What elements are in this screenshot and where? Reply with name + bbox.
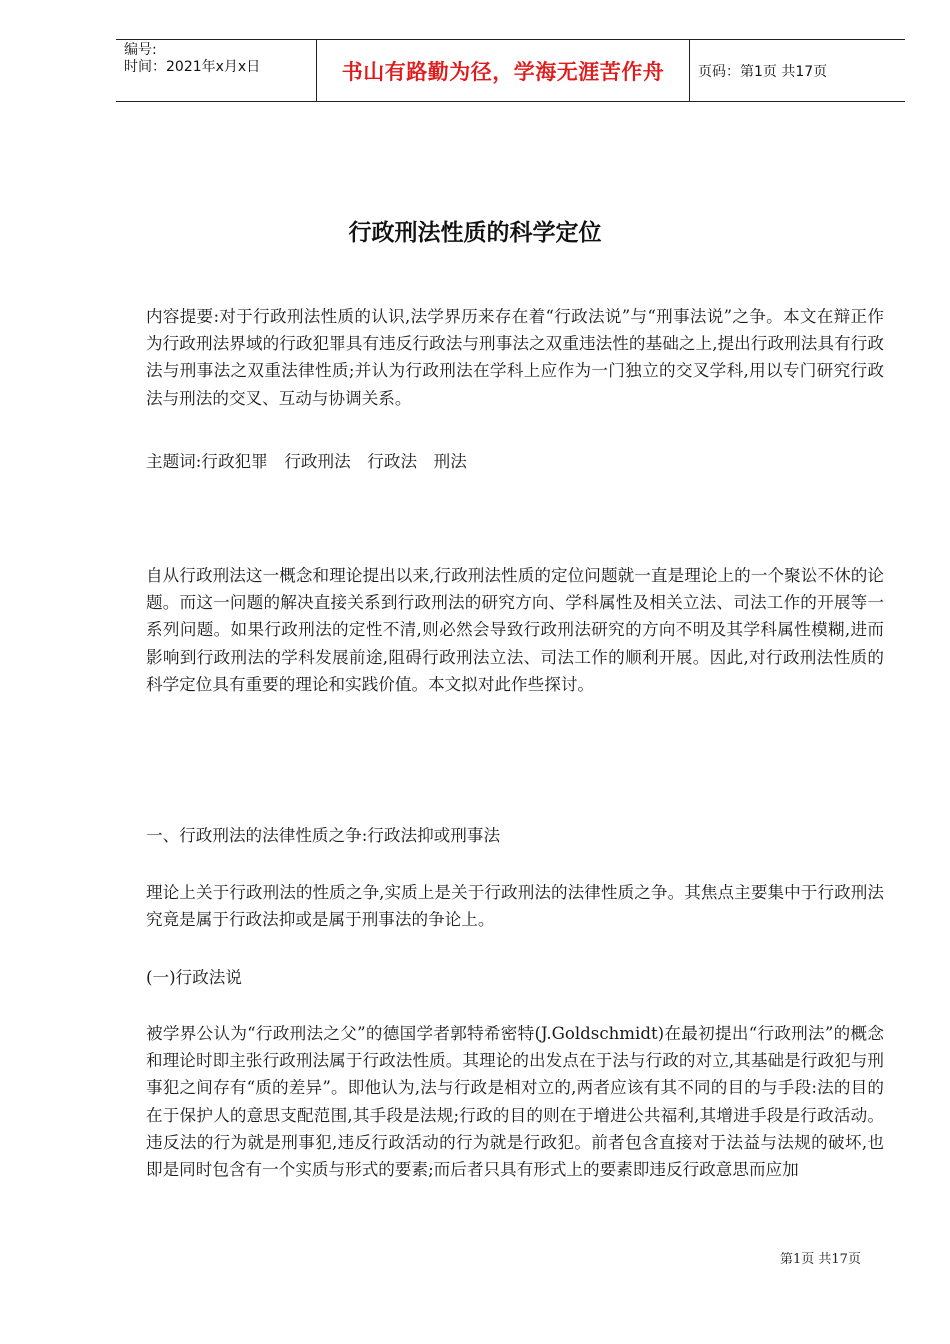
document-title: 行政刑法性质的科学定位: [348, 220, 602, 246]
time-label: 时间：2021年x月x日: [124, 59, 261, 75]
keywords: 主题词:行政犯罪 行政刑法 行政法 刑法: [146, 452, 467, 471]
intro-paragraph: 自从行政刑法这一概念和理论提出以来,行政刑法性质的定位问题就一直是理论上的一个聚讼不休的论题。而这一问题的解决直接关系到行政刑法的研究方向、学科属性及相关立法、司法工作的开展等一系列问题。如果行政刑法的定性不清,则必然会导致行政刑法研究的方向不明及其学科属性模糊,进而影响到行政刑法的学科发展前途,阻碍行政刑法立法、司法工作的顺利开展。因此,对行政刑法性质的科学定位具有重要的理论和实践价值。本文拟对此作些探讨。: [146, 566, 884, 694]
abstract: 内容提要:对于行政刑法性质的认识,法学界历来存在着“行政法说”与“刑事法说”之争。本文在辩正作为行政刑法界域的行政犯罪具有违反行政法与刑事法之双重违法性的基础之上,提出行政刑法具有行政法与刑事法之双重法律性质;并认为行政刑法在学科上应作为一门独立的交叉学科,用以专门研究行政法与刑法的交叉、互动与协调关系。: [146, 307, 884, 408]
section-heading: 一、行政刑法的法律性质之争:行政法抑或刑事法: [146, 826, 501, 845]
section-paragraph: 理论上关于行政刑法的性质之争,实质上是关于行政刑法的法律性质之争。其焦点主要集中于行政刑法究竟是属于行政法抑或是属于刑事法的争论上。: [146, 883, 884, 930]
header-page-info: 页码：第1页 共17页: [698, 63, 828, 80]
header-meta: [116, 40, 317, 101]
subsection-paragraph: 被学界公认为“行政刑法之父”的德国学者郭特希密特(J.Goldschmidt)在最初提出“行政刑法”的概念和理论时即主张行政刑法属于行政法性质。其理论的出发点在于法与行政的对立,其基础是行政犯与刑事犯之间存有“质的差异”。即他认为,法与行政是相对立的,两者应该有其不同的目的与手段:法的目的在于保护人的意思支配范围,其手段是法规;行政的目的则在于增进公共福利,其增进手段是行政活动。违反法的行为就是刑事犯,违反行政活动的行为就是行政犯。前者包含直接对于法益与法规的破坏,也即是同时包含有一个实质与形式的要素;而后者只具有形式上的要素即违反行政意思而应加: [146, 1024, 884, 1180]
header-table: [116, 39, 905, 102]
number-label: 编号:: [124, 42, 157, 58]
subsection-heading: (一)行政法说: [146, 968, 242, 987]
page-footer: 第1页 共17页: [780, 1252, 861, 1267]
header-motto: 书山有路勤为径，学海无涯苦作舟: [317, 40, 690, 101]
